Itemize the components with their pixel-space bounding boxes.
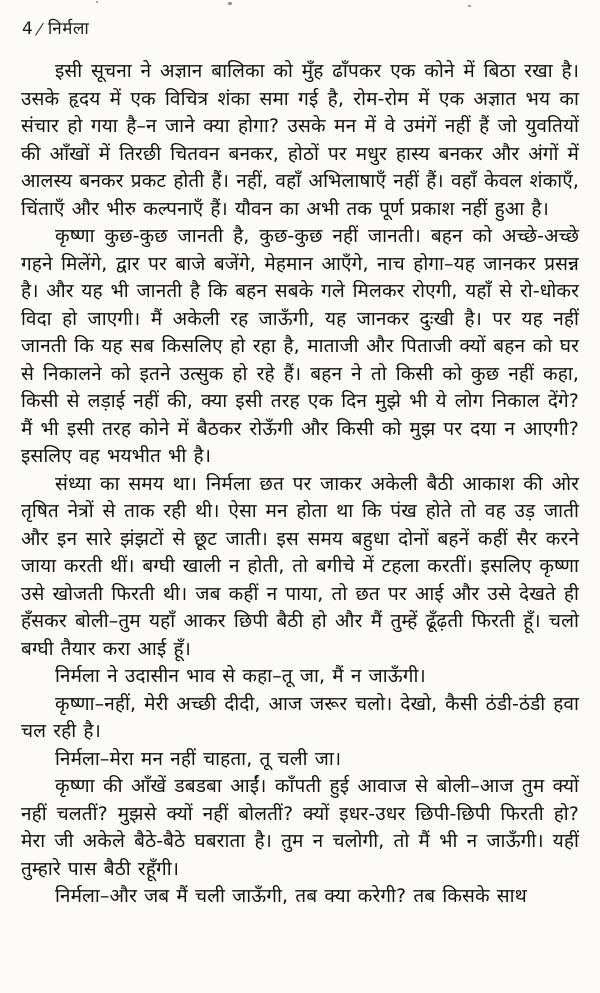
paragraph-dialogue: कृष्णा की आँखें डबडबा आईं। काँपती हुई आवाज से बोली–आज तुम क्यों नहीं चलतीं? मुझसे क्यों नहीं बोलतीं? क्यों इधर-उधर छिपी-छिपी फिरती हो? मेरा जी अकेले बैठे-बैठे घबराता है। तुम न चलोगी, तो मैं भी न जाऊँगी। यहीं तुम्हारे पास बैठी रहूँगी।: [21, 775, 579, 880]
page-body-text: [21, 58, 579, 911]
paragraph: संध्या का समय था। निर्मला छत पर जाकर अकेली बैठी आकाश की ओर तृषित नेत्रों से ताक रही थी। ऐसा मन होता था कि पंख होते तो वह उड़ जाती और इन सारे झंझटों से छूट जाती। इस समय बहुधा दोनों बहनें कहीं सैर करने जाया करती थीं। बग्घी खाली न होती, तो बगीचे में टहला करतीं। इसलिए कृष्णा उसे खोजती फिरती थी। जब कहीं न पाया, तो छत पर आई और उसे देखते ही हँसकर बोली–तुम यहाँ आकर छिपी बैठी हो और मैं तुम्हें ढूँढ़ती फिरती हूँ। चलो बग्घी तैयार करा आई हूँ।: [21, 472, 579, 660]
book-title: निर्मला: [47, 19, 90, 39]
page-number: 4: [22, 19, 34, 39]
paragraph-dialogue: निर्मला–मेरा मन नहीं चाहता, तू चली जा।: [55, 747, 342, 770]
paragraph-dialogue: कृष्णा–नहीं, मेरी अच्छी दीदी, आज जरूर चलो। देखो, कैसी ठंडी-ठंडी हवा चल रही है।: [21, 692, 579, 742]
paragraph: कृष्णा कुछ-कुछ जानती है, कुछ-कुछ नहीं जानती। बहन को अच्छे-अच्छे गहने मिलेंगे, द्वार पर बाजे बजेंगे, मेहमान आएँगे, नाच होगा–यह जानकर प्रसन्न है। और यह भी जानती है कि बहन सबके गले मिलकर रोएगी, यहाँ से रो-धोकर विदा हो जाएगी। मैं अकेली रह जाऊँगी, यह जानकर दुःखी है। पर यह नहीं जानती कि यह सब किसलिए हो रहा है, माताजी और पिताजी क्यों बहन को घर से निकालने को इतने उत्सुक हो रहे हैं। बहन ने तो किसी को कुछ नहीं कहा, किसी से लड़ाई नहीं की, क्या इसी तरह एक दिन मुझे भी ये लोग निकाल देंगे? मैं भी इसी तरह कोने में बैठकर रोऊँगी और किसी को मुझ पर दया न आएगी? इसलिए वह भयभीत भी है।: [21, 225, 579, 467]
paragraph-dialogue: निर्मला–और जब मैं चली जाऊँगी, तब क्या करेगी? तब किसके साथ: [55, 885, 527, 907]
paragraph: इसी सूचना ने अज्ञान बालिका को मुँह ढाँपकर एक कोने में बिठा रखा है। उसके हृदय में एक विचित्र शंका समा गई है, रोम-रोम में एक अज्ञात भय का संचार हो गया है–न जाने क्या होगा? उसके मन में वे उमंगें नहीं हैं जो युवतियों की आँखों में तिरछी चितवन बनकर, होठों पर मधुर हास्य बनकर और अंगों में आलस्य बनकर प्रकट होती हैं। नहीं, वहाँ अभिलाषाएँ नहीं हैं। वहाँ केवल शंकाएँ, चिंताएँ और भीरु कल्पनाएँ हैं। यौवन का अभी तक पूर्ण प्रकाश नहीं हुआ है।: [21, 60, 579, 220]
paragraph-dialogue: निर्मला ने उदासीन भाव से कहा–तू जा, मैं न जाऊँगी।: [55, 665, 426, 687]
header-separator: /: [34, 20, 46, 38]
scan-artifact-speck: [468, 5, 471, 7]
page-header: [22, 16, 89, 39]
scan-artifact-speck: [96, 1, 98, 3]
scan-artifact-speck: [228, 2, 232, 5]
